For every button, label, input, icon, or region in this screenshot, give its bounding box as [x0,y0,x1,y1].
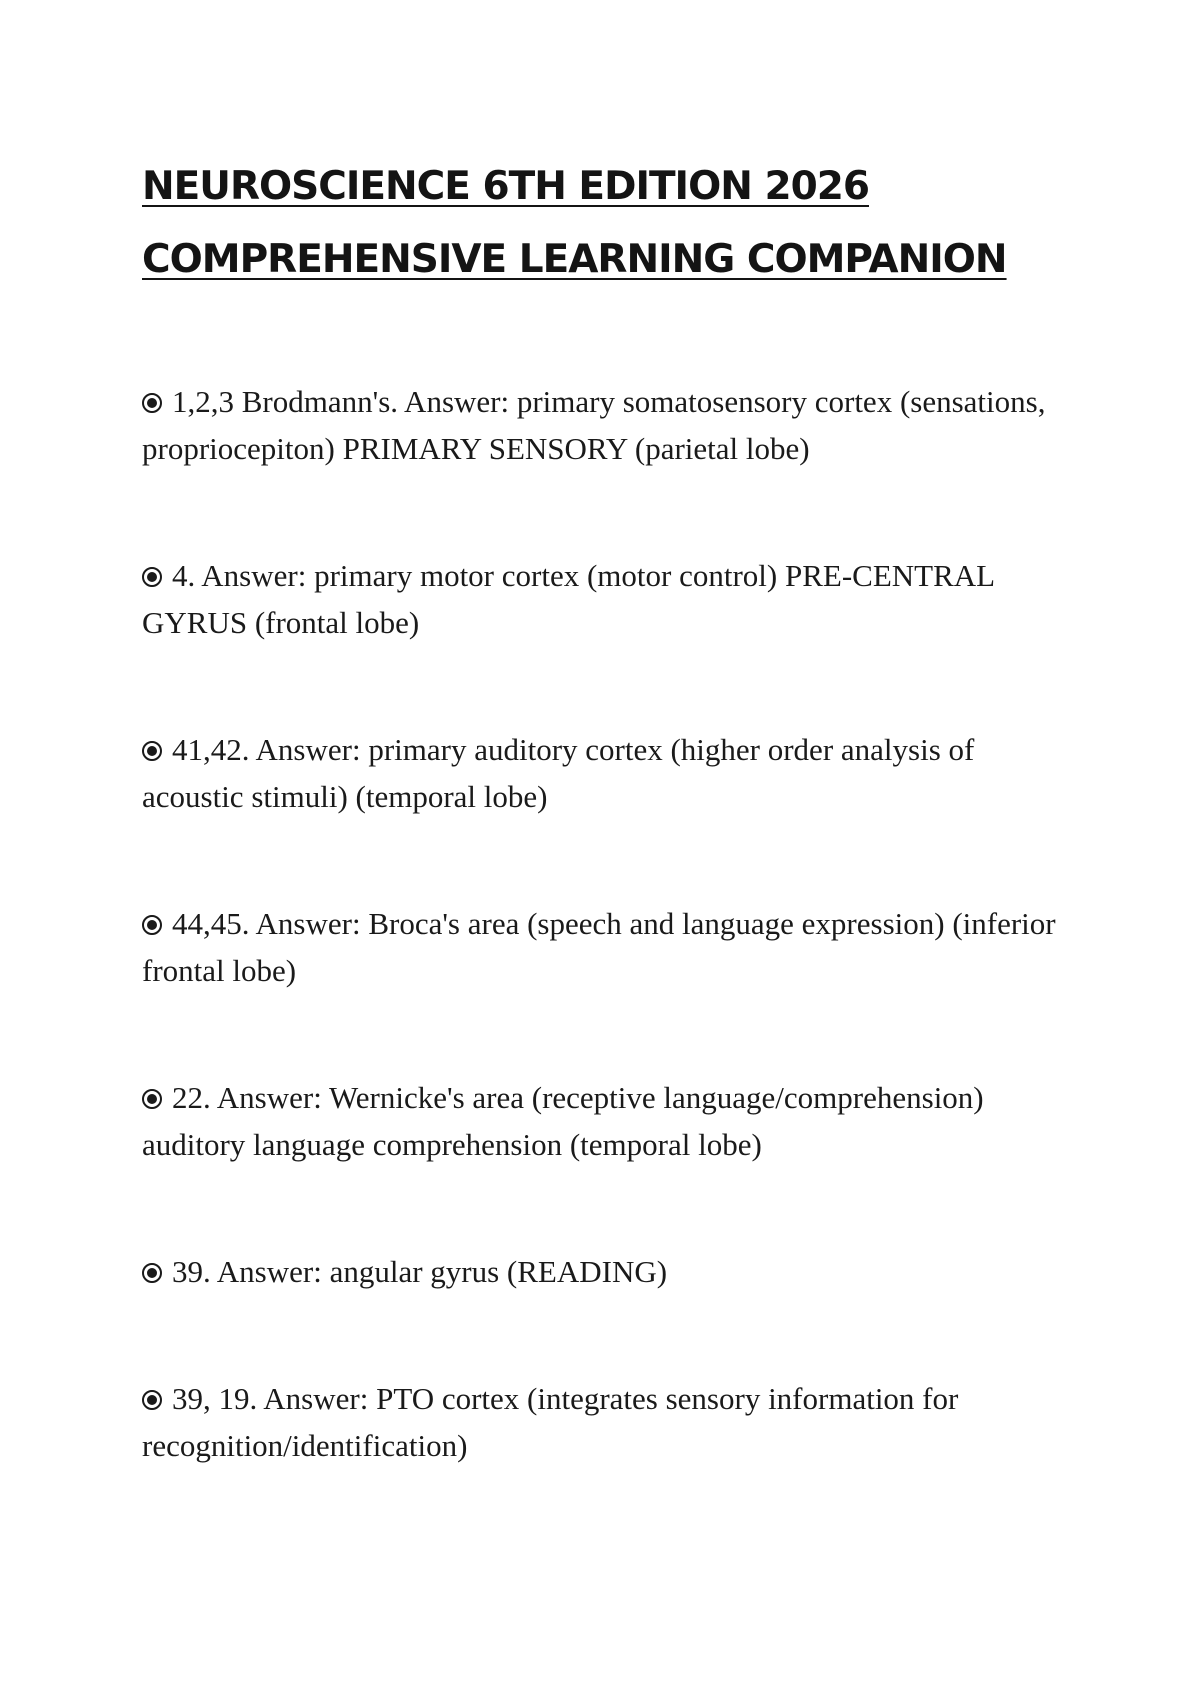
list-item [142,378,1082,472]
radio-bullet-icon [142,1390,162,1410]
document-title [142,150,1102,296]
radio-bullet-icon [142,393,162,413]
list-item [142,1248,1082,1295]
radio-bullet-icon [142,741,162,761]
title-line-1: NEUROSCIENCE 6TH EDITION 2026 [142,164,869,209]
item-text: 1,2,3 Brodmann's. Answer: primary somatosensory cortex (sensations, propriocepiton) PRIMARY SENSORY (parietal lobe) [142,384,1046,466]
radio-bullet-icon [142,915,162,935]
item-text: 41,42. Answer: primary auditory cortex (higher order analysis of acoustic stimuli) (temporal lobe) [142,732,975,814]
item-text: 39, 19. Answer: PTO cortex (integrates sensory information for recognition/identification) [142,1381,959,1463]
item-text: 4. Answer: primary motor cortex (motor control) PRE-CENTRAL GYRUS (frontal lobe) [142,558,994,640]
title-line-2: COMPREHENSIVE LEARNING COMPANION [142,237,1007,282]
radio-bullet-icon [142,1089,162,1109]
item-text: 39. Answer: angular gyrus (READING) [172,1254,668,1289]
list-item [142,1074,1082,1168]
list-item [142,552,1082,646]
item-text: 22. Answer: Wernicke's area (receptive language/comprehension) auditory language comprehension (temporal lobe) [142,1080,984,1162]
answer-list [142,378,1082,1549]
list-item [142,1375,1082,1469]
radio-bullet-icon [142,1263,162,1283]
list-item [142,900,1082,994]
radio-bullet-icon [142,567,162,587]
item-text: 44,45. Answer: Broca's area (speech and language expression) (inferior frontal lobe) [142,906,1056,988]
list-item [142,726,1082,820]
